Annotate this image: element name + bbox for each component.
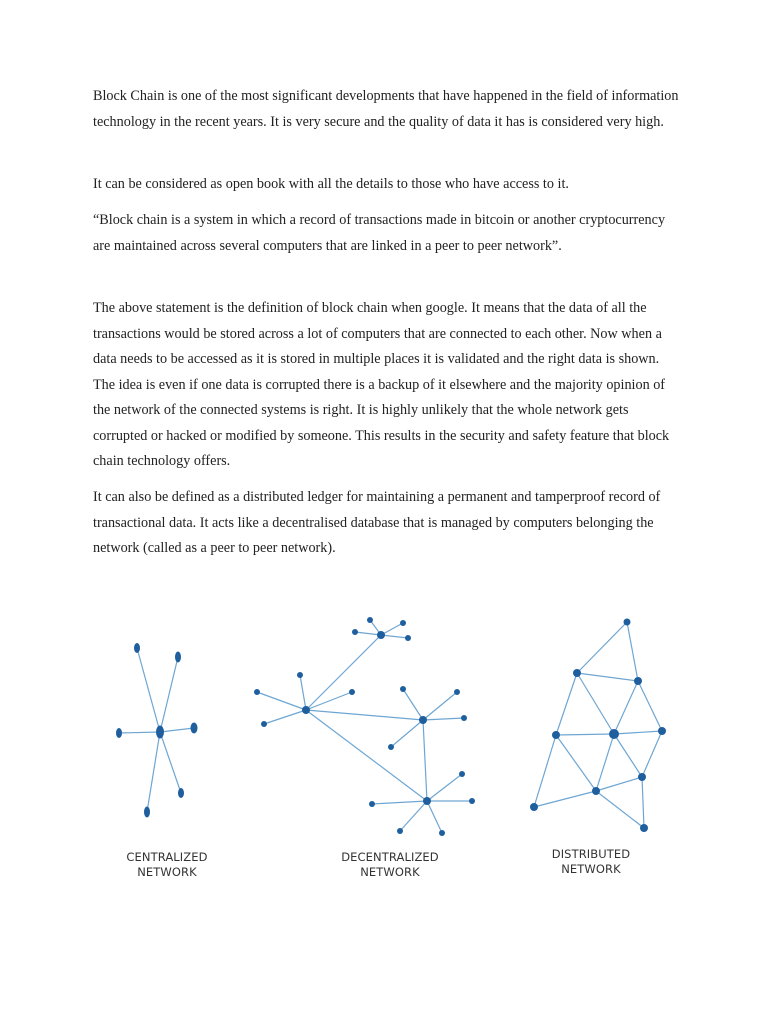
network-node (439, 830, 445, 836)
paragraph-explanation (93, 296, 683, 475)
network-node (459, 771, 465, 777)
network-hub (302, 706, 310, 714)
paragraph-intro (93, 84, 683, 135)
network-hub (609, 729, 619, 739)
network-node (405, 635, 411, 641)
label-line: DISTRIBUTED (551, 847, 631, 861)
network-node (461, 715, 467, 721)
distributed-network-graphic (530, 619, 666, 833)
network-node (369, 801, 375, 807)
network-node (624, 619, 631, 626)
decentralized-network-label (325, 850, 455, 880)
network-node (367, 617, 373, 623)
network-hub (423, 797, 431, 805)
network-node (254, 689, 260, 695)
network-node (297, 672, 303, 678)
network-node (191, 723, 198, 734)
network-node (638, 773, 646, 781)
network-node (397, 828, 403, 834)
network-node (552, 731, 560, 739)
network-node (116, 728, 122, 738)
network-hub (156, 726, 164, 739)
network-node (573, 669, 581, 677)
centralized-network-graphic (116, 643, 198, 818)
network-node (134, 643, 140, 653)
network-node (178, 788, 184, 798)
paragraph-quote (93, 208, 683, 259)
network-node (634, 677, 642, 685)
label-line: NETWORK (561, 862, 621, 876)
paragraph-text: Block Chain is one of the most significant developments that have happened in the field of information technology in the recent years. It is very secure and the quality of data it has is considered very high. (93, 88, 679, 130)
decentralized-network-graphic (254, 617, 475, 836)
paragraph-text: It can be considered as open book with all the details to those who have access to it. (93, 176, 569, 192)
network-hub (377, 631, 385, 639)
network-node (175, 652, 181, 663)
network-node (349, 689, 355, 695)
network-node (469, 798, 475, 804)
centralized-network-label (112, 850, 222, 880)
label-line: DECENTRALIZED (341, 850, 439, 864)
network-node (144, 807, 150, 818)
network-node (352, 629, 358, 635)
paragraph-text: “Block chain is a system in which a record of transactions made in bitcoin or another cryptocurrency are maintained across several computers that are linked in a peer to peer network”. (93, 212, 666, 254)
network-node (261, 721, 267, 727)
network-diagram-graphic (90, 600, 710, 850)
network-node (400, 620, 406, 626)
paragraph-ledger (93, 485, 683, 562)
network-node (388, 744, 394, 750)
paragraph-open-book (93, 172, 683, 198)
distributed-network-label (536, 847, 646, 877)
network-node (530, 803, 538, 811)
network-node (400, 686, 406, 692)
network-node (454, 689, 460, 695)
network-types-diagram (90, 600, 710, 890)
label-line: NETWORK (360, 865, 420, 879)
network-hub (419, 716, 427, 724)
network-node (592, 787, 600, 795)
label-line: CENTRALIZED (126, 850, 208, 864)
paragraph-text: It can also be defined as a distributed ledger for maintaining a permanent and tamperproof record of transactional data. It acts like a decentralised database that is managed by computers belonging the network (called as a peer to peer network). (93, 489, 661, 556)
network-node (640, 824, 648, 832)
label-line: NETWORK (137, 865, 197, 879)
network-node (658, 727, 666, 735)
paragraph-text: The above statement is the definition of block chain when google. It means that the data of all the transactions would be stored across a lot of computers that are connected to each other. Now when a data needs to be accessed as it is stored in multiple places it is validated and the right data is shown. The idea is even if one data is corrupted there is a backup of it elsewhere and the majority opinion of the network of the connected systems is right. It is highly unlikely that the whole network gets corrupted or hacked or modified by someone. This results in the security and safety feature that block chain technology offers. (93, 300, 670, 469)
